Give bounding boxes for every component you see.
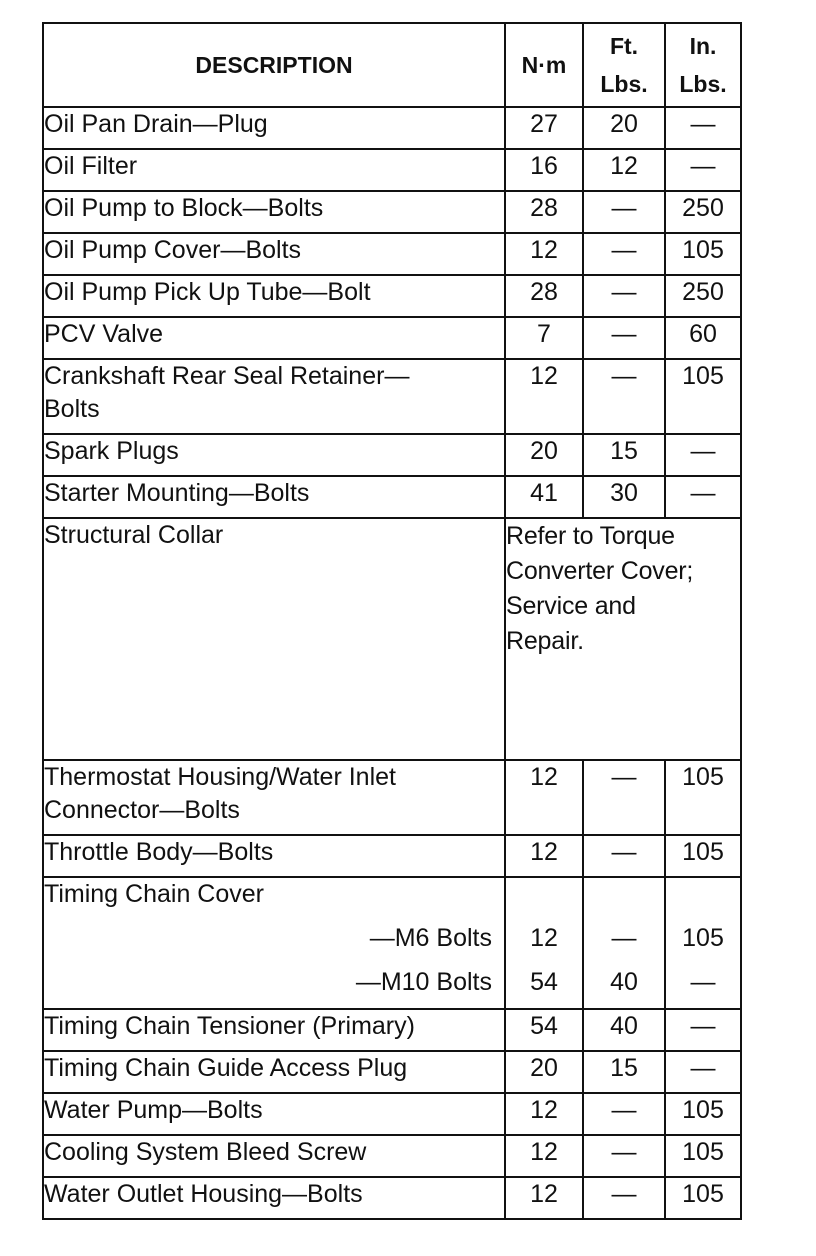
row-ft-lbs: 30 (583, 476, 665, 518)
refer-line3: Service and (506, 592, 636, 620)
row-ft-lbs: — (583, 317, 665, 359)
row-description-line2: Connector—Bolts (44, 796, 240, 824)
row-in-lbs: 105 (665, 1135, 741, 1177)
row-description: Spark Plugs (43, 434, 505, 476)
header-in-lbs (665, 23, 741, 107)
table-row (43, 233, 741, 275)
row-description: Water Pump—Bolts (43, 1093, 505, 1135)
row-nm: 12 (505, 359, 583, 434)
row-ft-lbs: — (583, 1093, 665, 1135)
row-ft-lbs: 20 (583, 107, 665, 149)
row-ft-lbs: — (583, 760, 665, 835)
row-in-lbs: 105 (665, 1093, 741, 1135)
header-ft-lbs (583, 23, 665, 107)
row-ft-lbs (583, 877, 665, 1009)
row-ft-lbs: — (583, 1177, 665, 1219)
row-ft-lbs: — (583, 1135, 665, 1177)
row-description-main: Timing Chain Cover (44, 880, 264, 908)
row-nm: 20 (505, 1051, 583, 1093)
table-row (43, 317, 741, 359)
sub-m10-in: — (690, 968, 716, 996)
row-in-lbs: 250 (665, 191, 741, 233)
row-in-lbs: 105 (665, 760, 741, 835)
row-nm: 12 (505, 760, 583, 835)
refer-line4: Repair. (506, 627, 584, 655)
row-ft-lbs: 15 (583, 1051, 665, 1093)
sub-m10-nm: 54 (530, 968, 558, 996)
header-description: DESCRIPTION (43, 23, 505, 107)
row-ft-lbs: — (583, 233, 665, 275)
sub-m10-ft: 40 (610, 968, 638, 996)
row-description: Cooling System Bleed Screw (43, 1135, 505, 1177)
row-in-lbs: 105 (665, 233, 741, 275)
torque-spec-table (42, 22, 742, 1220)
header-ft-line1: Ft. (609, 33, 639, 59)
row-description (43, 359, 505, 434)
table-row (43, 877, 741, 1009)
row-description (43, 760, 505, 835)
row-nm: 12 (505, 835, 583, 877)
row-nm: 12 (505, 1135, 583, 1177)
table-row (43, 434, 741, 476)
refer-line1: Refer to Torque (506, 522, 675, 550)
header-in-line2: Lbs. (679, 71, 727, 97)
row-nm (505, 877, 583, 1009)
row-in-lbs: — (665, 1009, 741, 1051)
refer-line2: Converter Cover; (506, 557, 694, 585)
row-description: Oil Pan Drain—Plug (43, 107, 505, 149)
sub-m6-ft: — (611, 924, 637, 952)
header-ft-line2: Lbs. (600, 71, 648, 97)
row-description-line1: Crankshaft Rear Seal Retainer— (44, 362, 410, 390)
row-ft-lbs: 12 (583, 149, 665, 191)
row-nm: 12 (505, 1093, 583, 1135)
row-nm: 7 (505, 317, 583, 359)
header-in-line1: In. (689, 33, 717, 59)
table-row (43, 1135, 741, 1177)
row-nm: 41 (505, 476, 583, 518)
table-row (43, 1009, 741, 1051)
row-nm: 16 (505, 149, 583, 191)
table-row (43, 1051, 741, 1093)
table-row (43, 149, 741, 191)
row-description-line2: Bolts (44, 395, 100, 423)
row-in-lbs: — (665, 1051, 741, 1093)
row-description: Structural Collar (43, 518, 505, 760)
table-row (43, 359, 741, 434)
row-nm: 20 (505, 434, 583, 476)
row-nm: 12 (505, 233, 583, 275)
row-ft-lbs: — (583, 359, 665, 434)
row-in-lbs: 105 (665, 359, 741, 434)
row-ft-lbs: — (583, 835, 665, 877)
row-description: Timing Chain Tensioner (Primary) (43, 1009, 505, 1051)
row-description: Oil Pump Pick Up Tube—Bolt (43, 275, 505, 317)
row-ft-lbs: 40 (583, 1009, 665, 1051)
table-row (43, 275, 741, 317)
row-description (43, 877, 505, 1009)
row-ft-lbs: 15 (583, 434, 665, 476)
row-description: Starter Mounting—Bolts (43, 476, 505, 518)
row-description: Oil Filter (43, 149, 505, 191)
row-nm: 28 (505, 191, 583, 233)
header-nm: N·m (505, 23, 583, 107)
row-in-lbs: — (665, 107, 741, 149)
row-description-line1: Thermostat Housing/Water Inlet (44, 763, 396, 791)
row-in-lbs: 105 (665, 1177, 741, 1219)
row-in-lbs: — (665, 434, 741, 476)
row-ft-lbs: — (583, 275, 665, 317)
sub-m6-in: 105 (682, 924, 724, 952)
sub-item-m6: —M6 Bolts (369, 924, 492, 952)
table-row (43, 760, 741, 835)
table-row (43, 835, 741, 877)
row-in-lbs: — (665, 476, 741, 518)
table-row (43, 476, 741, 518)
row-description: Water Outlet Housing—Bolts (43, 1177, 505, 1219)
table-row (43, 191, 741, 233)
row-in-lbs: 105 (665, 835, 741, 877)
row-in-lbs: 250 (665, 275, 741, 317)
row-ft-lbs: — (583, 191, 665, 233)
refer-note (505, 518, 741, 760)
row-description: Oil Pump to Block—Bolts (43, 191, 505, 233)
row-description: PCV Valve (43, 317, 505, 359)
row-in-lbs: — (665, 149, 741, 191)
sub-m6-nm: 12 (530, 924, 558, 952)
row-nm: 54 (505, 1009, 583, 1051)
sub-item-m10: —M10 Bolts (355, 968, 492, 996)
row-nm: 12 (505, 1177, 583, 1219)
table-row (43, 1177, 741, 1219)
row-nm: 28 (505, 275, 583, 317)
row-description: Timing Chain Guide Access Plug (43, 1051, 505, 1093)
row-description: Oil Pump Cover—Bolts (43, 233, 505, 275)
row-in-lbs (665, 877, 741, 1009)
table-row (43, 518, 741, 760)
header-row (43, 23, 741, 107)
table-row (43, 107, 741, 149)
row-description: Throttle Body—Bolts (43, 835, 505, 877)
row-in-lbs: 60 (665, 317, 741, 359)
table-row (43, 1093, 741, 1135)
row-nm: 27 (505, 107, 583, 149)
